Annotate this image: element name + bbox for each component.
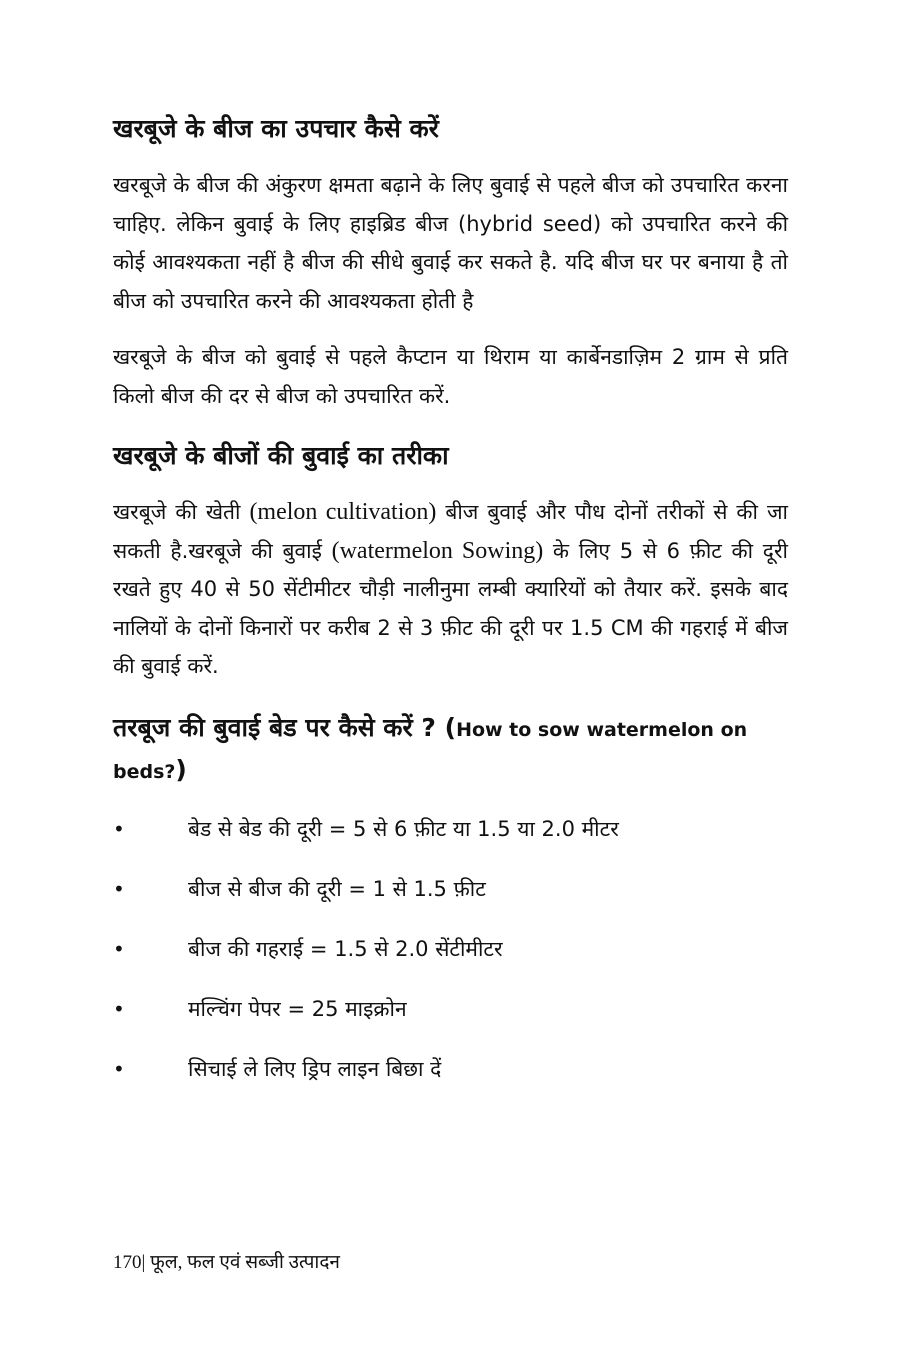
footer-separator: | [141,1252,146,1273]
bullet-icon: • [113,1056,125,1081]
page-number: 170 [113,1252,142,1273]
text-segment: के लिए 5 से 6 फ़ीट की दूरी रखते हुए 40 से 50 सेंटीमीटर चौड़ी नालीनुमा लम्बी क्यारियों को तैयार करें. इसके बाद नालियों के दोनों किनारों पर करीब 2 से 3 फ़ीट की दूरी पर 1.5 CM की गहराई में बीज की बुवाई करें. [113,538,788,678]
bullet-icon: • [113,816,125,841]
bullet-icon: • [113,996,125,1021]
paragraph-seed-treatment-2: खरबूजे के बीज को बुवाई से पहले कैप्टान या थिराम या कार्बेनडाज़िम 2 ग्राम से प्रति किलो बीज की दर से बीज को उपचारित करें. [113,345,788,408]
page-footer [113,1248,340,1274]
paragraph-sowing-method [113,493,788,686]
english-term-watermelon-sowing: (watermelon Sowing) [331,537,544,564]
english-term-melon-cultivation: (melon cultivation) [249,499,437,525]
list-item [113,934,788,964]
list-item-text: मल्चिंग पेपर = 25 माइक्रोन [188,996,407,1021]
text-segment: ) को उपचारित करने की कोई आवश्यकता नहीं है बीज की सीधे बुवाई कर सकते है. यदि बीज घर पर बनाया है तो बीज को उपचारित करने की आवश्यकता होती है [113,211,789,313]
list-item-text: बीज से बीज की दूरी = 1 से 1.5 फ़ीट [188,876,486,901]
list-item [113,814,788,844]
book-title: फूल, फल एवं सब्जी उत्पादन [145,1252,340,1273]
list-item-text: सिचाई ले लिए ड्रिप लाइन बिछा दें [188,1056,442,1081]
paragraph-seed-treatment-1 [113,166,788,320]
list-item [113,1054,788,1084]
heading-sowing-method: खरबूजे के बीजों की बुवाई का तरीका [113,441,449,470]
text-segment: खरबूजे के बीज की अंकुरण क्षमता बढ़ाने के लिए बुवाई से पहले बीज को उपचारित करना चाहिए. लेकिन बुवाई के लिए हाइब्रिड बीज ( [113,173,788,236]
heading-beds-hindi: तरबूज की बुवाई बेड पर कैसे करें ? ( [113,712,457,742]
list-item-text: बीज की गहराई = 1.5 से 2.0 सेंटीमीटर [188,936,503,961]
heading-seed-treatment: खरबूजे के बीज का उपचार कैसे करें [113,114,439,143]
bullet-icon: • [113,936,125,961]
heading-beds-close: ) [175,754,187,784]
text-segment: बीज बुवाई और पौध दोनों तरीकों से की जा सकती है.खरबूजे की बुवाई [113,500,788,563]
document-page [113,100,788,1114]
english-term-hybrid-seed: hybrid seed [466,211,593,236]
bullet-icon: • [113,876,125,901]
bed-specs-list [113,814,788,1084]
heading-beds-english: How to sow watermelon on beds? [113,718,748,783]
list-item-text: बेड से बेड की दूरी = 5 से 6 फ़ीट या 1.5 या 2.0 मीटर [188,816,619,841]
list-item [113,874,788,904]
heading-beds [113,708,788,792]
text-segment: खरबूजे की खेती [113,500,250,524]
list-item [113,994,788,1024]
